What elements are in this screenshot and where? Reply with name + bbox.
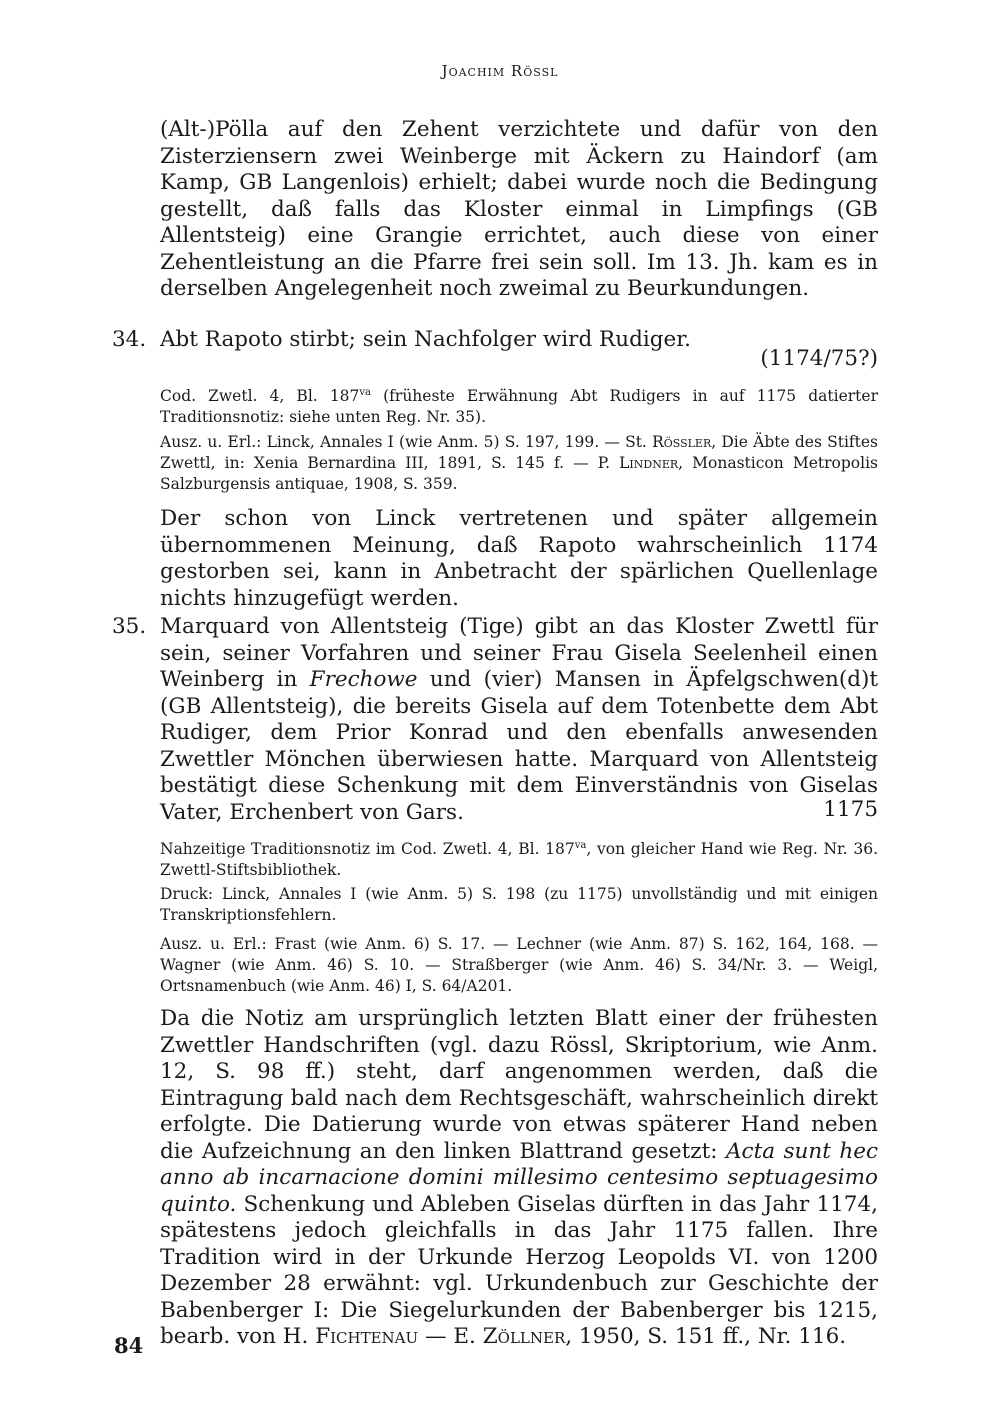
entry-35-title — [160, 614, 878, 826]
body-text-b: Schenkung und Ableben Giselas dürften in das Jahr 1174, spätestens jedoch gleichfalls in das Jahr 1175 fallen. Ihre Tradition wird in der Urkunde Herzog Leopolds VI. von 1200 Dezember 28 erwähnt: vgl. Urkundenbuch zur Geschichte der Babenberger I: Die Siegelurkunden der Babenberger bis 1215, bearb. von H. — [160, 1191, 878, 1349]
lit-text-c: , Monasticon Metropolis Salzburgensis antiquae, 1908, S. 359. — [160, 454, 878, 493]
entry-35-body — [160, 1006, 878, 1351]
source-folio-sup: va — [359, 387, 372, 398]
source-text-a: Cod. Zwetl. 4, Bl. — [160, 387, 318, 406]
running-header: Joachim Rössl — [441, 62, 559, 80]
body-text-c: — E. — [418, 1324, 483, 1349]
body-text-a: Da die Notiz am ursprünglich letzten Blatt einer der frühesten Zwettler Handschriften (vgl. dazu Rössl, Skriptorium, wie Anm. 12, S. 98 ff.) steht, darf angenommen werden, daß die Eintragung bald nach dem Rechtsgeschäft, wahrscheinlich direkt erfolgte. Die Datierung wurde von etwas späterer Hand neben die Aufzeichnung an den linken Blattrand gesetzt: — [160, 1006, 878, 1164]
body-author-fichtenau: Fichtenau — [315, 1324, 419, 1349]
title-text-a: Marquard von Allentsteig (Tige) gibt an das Kloster Zwettl für sein, seiner Vorfahren und seiner Frau Gisela Seelenheil einen Weinberg in — [160, 614, 878, 692]
entry-35-date: 1175 — [823, 797, 878, 822]
intro-paragraph: (Alt-)Pölla auf den Zehent verzichtete und dafür von den Zisterziensern zwei Weinberge mit Äckern zu Haindorf (am Kamp, GB Langenlois) erhielt; dabei wurde noch die Bedingung gestellt, daß falls das Kloster einmal in Limpfings (GB Allentsteig) eine Grangie errichtet, auch diese von einer Zehentleistung an die Pfarre frei sein soll. Im 13. Jh. kam es in derselben Angelegenheit noch zweimal zu Beurkundungen. — [160, 117, 878, 301]
source-text-c: (früheste Erwähnung Abt Rudigers in auf 1175 datierter Traditionsnotiz: siehe unten Reg. Nr. 35). — [160, 387, 878, 427]
body-author-zollner: Zöllner — [482, 1324, 566, 1349]
entry-34-date: (1174/75?) — [760, 346, 878, 371]
entry-34-source — [160, 382, 878, 428]
entry-34-body: Der schon von Linck vertretenen und später allgemein übernommenen Meinung, daß Rapoto wahrscheinlich 1174 gestorben sei, kann in Anbetracht der spärlichen Quellenlage nichts hinzugefügt werden. — [160, 506, 878, 611]
entry-34-title: Abt Rapoto stirbt; sein Nachfolger wird Rudiger. — [160, 327, 691, 352]
note1-text-a: Nahzeitige Traditionsnotiz im Cod. Zwetl. 4, Bl. 187 — [160, 840, 575, 859]
note1-text-b: , von gleicher Hand wie Reg. Nr. 36. Zwettl-Stiftsbibliothek. — [160, 840, 879, 880]
note1-sup: va — [574, 840, 587, 851]
entry-35-note-source — [160, 835, 878, 881]
entry-34-literature — [160, 432, 878, 495]
lit-author-rossler: Rössler — [652, 433, 712, 451]
entry-34-number: 34. — [112, 327, 147, 352]
lit-text-a: Ausz. u. Erl.: Linck, Annales I (wie Anm. 5) S. 197, 199. — St. — [160, 433, 653, 451]
body-latin-quote: Acta sunt hec anno ab incarnacione domini millesimo centesimo septuagesimo quinto. — [160, 1138, 878, 1217]
lit-text-b: , Die Äbte des Stiftes Zwettl, in: Xenia Bernardina III, 1891, S. 145 f. — P. — [160, 433, 878, 472]
body-text-d: , 1950, S. 151 ff., Nr. 116. — [565, 1324, 847, 1349]
entry-35-number: 35. — [112, 614, 147, 639]
source-folio: 187 — [329, 387, 360, 406]
entry-35-note-druck: Druck: Linck, Annales I (wie Anm. 5) S. 198 (zu 1175) unvollständig und mit einigen Transkriptionsfehlern. — [160, 885, 878, 924]
title-text-b: und (vier) Mansen in Äpfelgschwen(d)t (GB Allentsteig), die bereits Gisela auf dem Totenbette dem Abt Rudiger, dem Prior Konrad und den ebenfalls anwesenden Zwettler Mönchen überwiesen hatte. Marquard von Allentsteig bestätigt diese Schenkung mit dem Einverständnis von Giselas Vater, Erchenbert von Gars. — [160, 667, 878, 825]
page-number: 84 — [114, 1333, 144, 1358]
lit-author-lindner: Lindner — [619, 454, 679, 472]
entry-35-note-literature: Ausz. u. Erl.: Frast (wie Anm. 6) S. 17. — Lechner (wie Anm. 87) S. 162, 164, 168. — Wagner (wie Anm. 46) S. 10. — Straßberger (wie Anm. 46) S. 34/Nr. 3. — Weigl, Ortsnamenbuch (wie Anm. 46) I, S. 64/A201. — [160, 935, 878, 995]
title-place-frechowe: Frechowe — [309, 667, 418, 692]
